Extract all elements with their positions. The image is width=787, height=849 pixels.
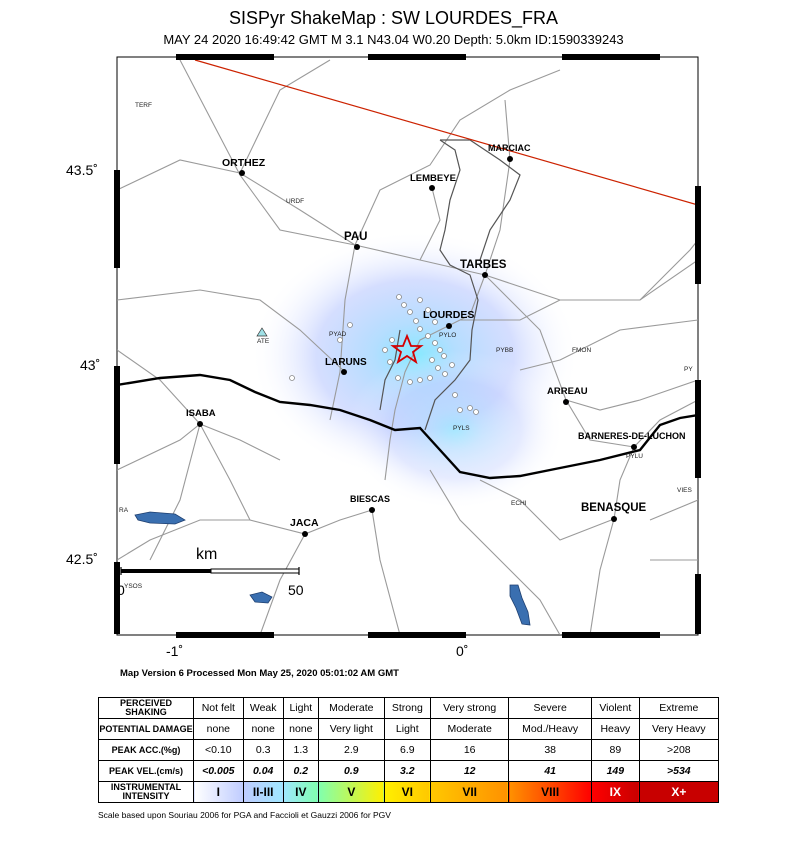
station-label: TERF xyxy=(135,102,152,109)
legend-cell: 12 xyxy=(430,761,508,782)
city-dot xyxy=(446,323,452,329)
city-dot xyxy=(563,399,569,405)
legend-cell: 0.9 xyxy=(318,761,384,782)
legend-cell: none xyxy=(283,719,318,740)
legend-cell: 41 xyxy=(509,761,592,782)
city-dot xyxy=(369,507,375,513)
intensity-cell: II-III xyxy=(243,782,283,803)
intensity-cell: X+ xyxy=(639,782,718,803)
legend-row-label: PEAK ACC.(%g) xyxy=(99,740,194,761)
station-label: ATE xyxy=(257,338,270,345)
station-label: PYAD xyxy=(329,331,347,338)
lat-label: 43.5˚ xyxy=(66,162,98,178)
legend-cell: 0.04 xyxy=(243,761,283,782)
intensity-legend xyxy=(98,697,719,803)
legend-cell: Violent xyxy=(591,698,639,719)
intensity-cell: VI xyxy=(384,782,430,803)
lat-label: 42.5˚ xyxy=(66,551,98,567)
legend-cell: <0.10 xyxy=(194,740,244,761)
legend-cell: 38 xyxy=(509,740,592,761)
legend-cell: 149 xyxy=(591,761,639,782)
event-info: MAY 24 2020 16:49:42 GMT M 3.1 N43.04 W0.20 Depth: 5.0km ID:1590339243 xyxy=(163,32,624,47)
city-label: LARUNS xyxy=(325,357,367,368)
legend-cell: 6.9 xyxy=(384,740,430,761)
scale-note: Scale based upon Souriau 2006 for PGA and Faccioli et Gauzzi 2006 for PGV xyxy=(98,810,391,820)
city-dot xyxy=(197,421,203,427)
city-label: ORTHEZ xyxy=(222,157,266,169)
station-label: ECHI xyxy=(511,500,527,507)
legend-cell: none xyxy=(194,719,244,740)
city-label: BARNERES-DE-LUCHON xyxy=(578,431,686,441)
city-label: JACA xyxy=(290,517,319,529)
legend-cell: 3.2 xyxy=(384,761,430,782)
station-label: PY xyxy=(684,366,693,373)
intensity-cell: V xyxy=(318,782,384,803)
legend-cell: >534 xyxy=(639,761,718,782)
city-label: PAU xyxy=(344,231,368,243)
map-title: SISPyr ShakeMap : SW LOURDES_FRA xyxy=(228,8,559,28)
city-label: TARBES xyxy=(460,259,507,271)
city-label: ARREAU xyxy=(547,386,588,397)
station-label: FMON xyxy=(572,347,592,354)
city-dot xyxy=(507,156,513,162)
city-dot xyxy=(239,170,245,176)
station-label: URDF xyxy=(286,198,305,205)
city-label: ISABA xyxy=(186,408,216,419)
city-label: MARCIAC xyxy=(488,143,531,153)
legend-cell: Strong xyxy=(384,698,430,719)
city-label: LEMBEYE xyxy=(410,173,456,184)
city-dot xyxy=(429,185,435,191)
station-label: PYLU xyxy=(626,453,643,460)
city-dot xyxy=(341,369,347,375)
legend-cell: 0.3 xyxy=(243,740,283,761)
legend-cell: Moderate xyxy=(430,719,508,740)
city-dot xyxy=(354,244,360,250)
legend-cell: 89 xyxy=(591,740,639,761)
city-dot xyxy=(302,531,308,537)
legend-row-damage xyxy=(99,719,719,740)
legend-cell: 0.2 xyxy=(283,761,318,782)
legend-cell: 16 xyxy=(430,740,508,761)
legend-row-label: POTENTIAL DAMAGE xyxy=(99,719,194,740)
lat-label: 43˚ xyxy=(80,357,101,373)
map-version: Map Version 6 Processed Mon May 25, 2020 05:01:02 AM GMT xyxy=(120,668,399,679)
legend-cell: 1.3 xyxy=(283,740,318,761)
station-label: PYLS xyxy=(453,425,470,432)
intensity-cell: IV xyxy=(283,782,318,803)
city-label: LOURDES xyxy=(423,309,475,321)
intensity-cell: VII xyxy=(430,782,508,803)
legend-cell: Not felt xyxy=(194,698,244,719)
legend-row-label: INSTRUMENTAL INTENSITY xyxy=(99,782,194,803)
legend-cell: Weak xyxy=(243,698,283,719)
scale-segment xyxy=(211,569,299,573)
legend-row-acc xyxy=(99,740,719,761)
station-label: PYLO xyxy=(439,332,457,339)
legend-cell: Very strong xyxy=(430,698,508,719)
legend-cell: Heavy xyxy=(591,719,639,740)
legend-cell: Extreme xyxy=(639,698,718,719)
legend-cell: Mod./Heavy xyxy=(509,719,592,740)
city-dot xyxy=(631,444,637,450)
legend-cell: Light xyxy=(283,698,318,719)
legend-cell: none xyxy=(243,719,283,740)
scale-value: 50 xyxy=(288,582,304,598)
intensity-cell: IX xyxy=(591,782,639,803)
legend-cell: Severe xyxy=(509,698,592,719)
legend-row-vel xyxy=(99,761,719,782)
legend-cell: <0.005 xyxy=(194,761,244,782)
city-dot xyxy=(482,272,488,278)
scale-segment xyxy=(121,569,211,573)
legend-cell: Very Heavy xyxy=(639,719,718,740)
station-label: YSOS xyxy=(124,583,143,590)
lon-label: -1˚ xyxy=(166,643,184,659)
legend-cell: Very light xyxy=(318,719,384,740)
legend-cell: Moderate xyxy=(318,698,384,719)
intensity-cell: I xyxy=(194,782,244,803)
legend-cell: Light xyxy=(384,719,430,740)
legend-row-label: PERCEIVED SHAKING xyxy=(99,698,194,719)
lon-label: 0˚ xyxy=(456,643,469,659)
scale-zero: 0 xyxy=(117,582,125,598)
station-label: PYBB xyxy=(496,347,514,354)
legend-row-intensity xyxy=(99,782,719,803)
intensity-cell: VIII xyxy=(509,782,592,803)
legend-cell: >208 xyxy=(639,740,718,761)
city-label: BENASQUE xyxy=(581,502,647,514)
city-label: BIESCAS xyxy=(350,494,391,504)
legend-cell: 2.9 xyxy=(318,740,384,761)
station-label: RA xyxy=(119,507,129,514)
legend-row-label: PEAK VEL.(cm/s) xyxy=(99,761,194,782)
city-dot xyxy=(611,516,617,522)
station-label: VIES xyxy=(677,487,692,494)
scale-unit: km xyxy=(196,546,218,563)
legend-row-shaking xyxy=(99,698,719,719)
